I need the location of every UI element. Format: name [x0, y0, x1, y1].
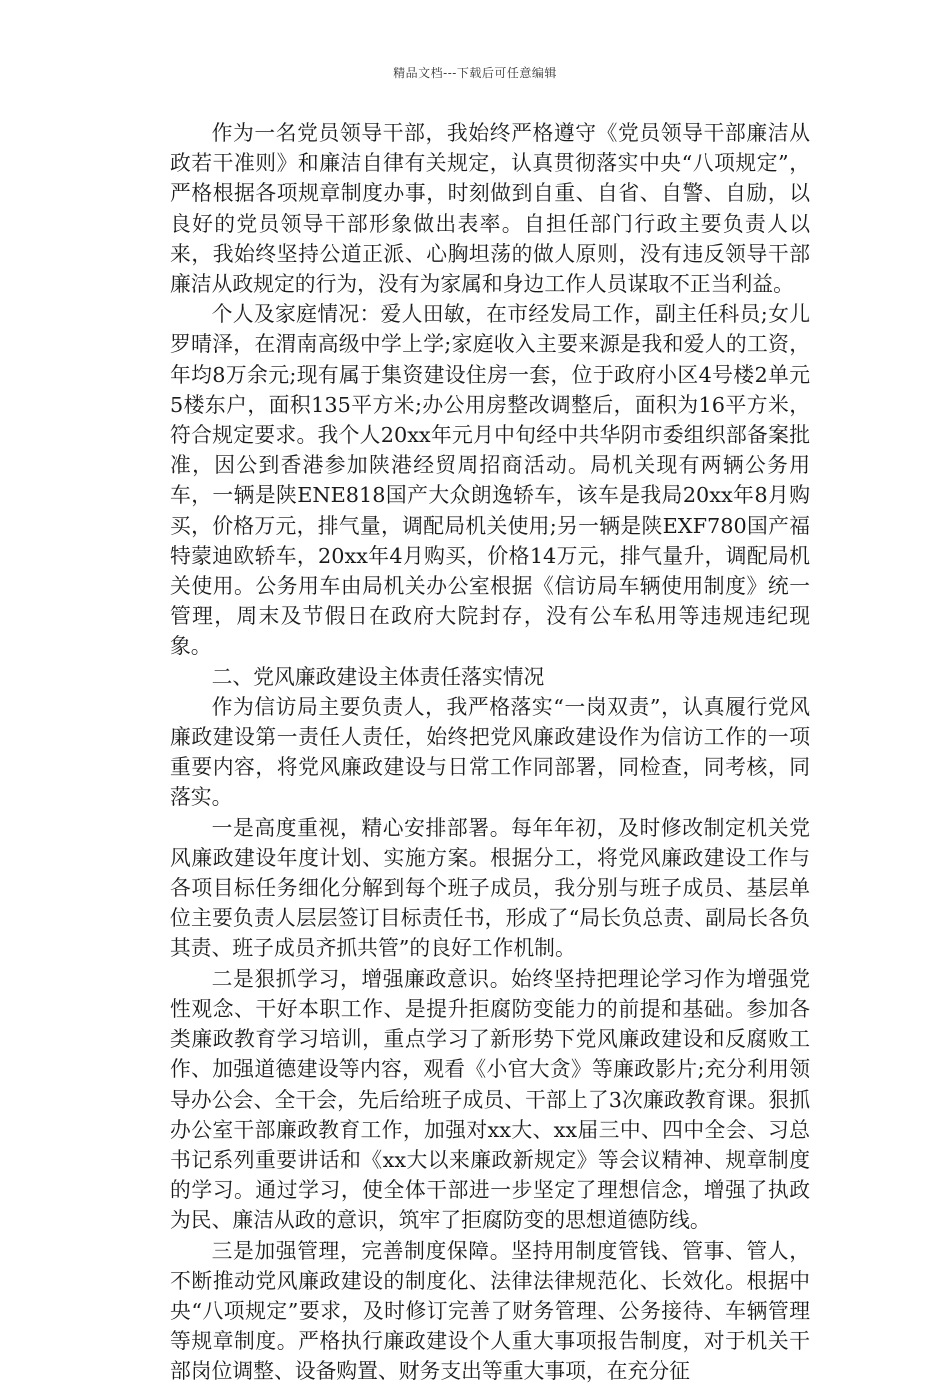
paragraph-point-two: 二是狠抓学习，增强廉政意识。始终坚持把理论学习作为增强党性观念、干好本职工作、是提升拒腐防变能力的前提和基础。参加各类廉政教育学习培训，重点学习了新形势下党风廉政建设和反腐败工作、加强道德建设等内容，观看《小官大贪》等廉政影片;充分利用领导办公会、全干会，先后给班子成员、干部上了3次廉政教育课。狠抓办公室干部廉政教育工作，加强对xx大、xx届三中、四中全会、习总书记系列重要讲话和《xx大以来廉政新规定》等会议精神、规章制度的学习。通过学习，使全体干部进一步坚定了理想信念，增强了执政为民、廉洁从政的意识，筑牢了拒腐防变的思想道德防线。 — [170, 966, 810, 1233]
paragraph-integrity-statement: 作为一名党员领导干部，我始终严格遵守《党员领导干部廉洁从政若干准则》和廉洁自律有关规定，认真贯彻落实中央“八项规定”，严格根据各项规章制度办事，时刻做到自重、自省、自警、自励，以良好的党员领导干部形象做出表率。自担任部门行政主要负责人以来，我始终坚持公道正派、心胸坦荡的做人原则，没有违反领导干部廉洁从政规定的行为，没有为家属和身边工作人员谋取不正当利益。 — [170, 121, 810, 297]
section-heading-responsibility: 二、党风廉政建设主体责任落实情况 — [211, 664, 545, 689]
paragraph-responsibility-overview: 作为信访局主要负责人，我严格落实“一岗双责”，认真履行党风廉政建设第一责任人责任，始终把党风廉政建设作为信访工作的一项重要内容，将党风廉政建设与日常工作同部署，同检查，同考核，同落实。 — [170, 694, 810, 810]
paragraph-point-one: 一是高度重视，精心安排部署。每年年初，及时修改制定机关党风廉政建设年度计划、实施方案。根据分工，将党风廉政建设工作与各项目标任务细化分解到每个班子成员，我分别与班子成员、基层单位主要负责人层层签订目标责任书，形成了“局长负总责、副局长各负其责、班子成员齐抓共管”的良好工作机制。 — [170, 815, 810, 961]
paragraph-point-three: 三是加强管理，完善制度保障。坚持用制度管钱、管事、管人，不断推动党风廉政建设的制度化、法律法律规范化、长效化。根据中央“八项规定”要求，及时修订完善了财务管理、公务接待、车辆管理等规章制度。严格执行廉政建设个人重大事项报告制度，对于机关干部岗位调整、设备购置、财务支出等重大事项，在充分征 — [170, 1238, 810, 1384]
document-body — [170, 118, 810, 1387]
paragraph-family-situation: 个人及家庭情况：爱人田敏，在市经发局工作，副主任科员;女儿罗晴泽，在渭南高级中学上学;家庭收入主要来源是我和爱人的工资，年均8万余元;现有属于集资建设住房一套，位于政府小区4号楼2单元5楼东户，面积135平方米;办公用房整改调整后，面积为16平方米，符合规定要求。我个人20xx年元月中旬经中共华阴市委组织部备案批准，因公到香港参加陕港经贸周招商活动。局机关现有两辆公务用车，一辆是陕ENE818国产大众朗逸轿车，该车是我局20xx年8月购买，价格万元，排气量，调配局机关使用;另一辆是陕EXF780国产福特蒙迪欧轿车，20xx年4月购买，价格14万元，排气量升，调配局机关使用。公务用车由局机关办公室根据《信访局车辆使用制度》统一管理，周末及节假日在政府大院封存，没有公车私用等违规违纪现象。 — [170, 302, 810, 659]
page-header: 精品文档---下载后可任意编辑 — [393, 66, 557, 80]
